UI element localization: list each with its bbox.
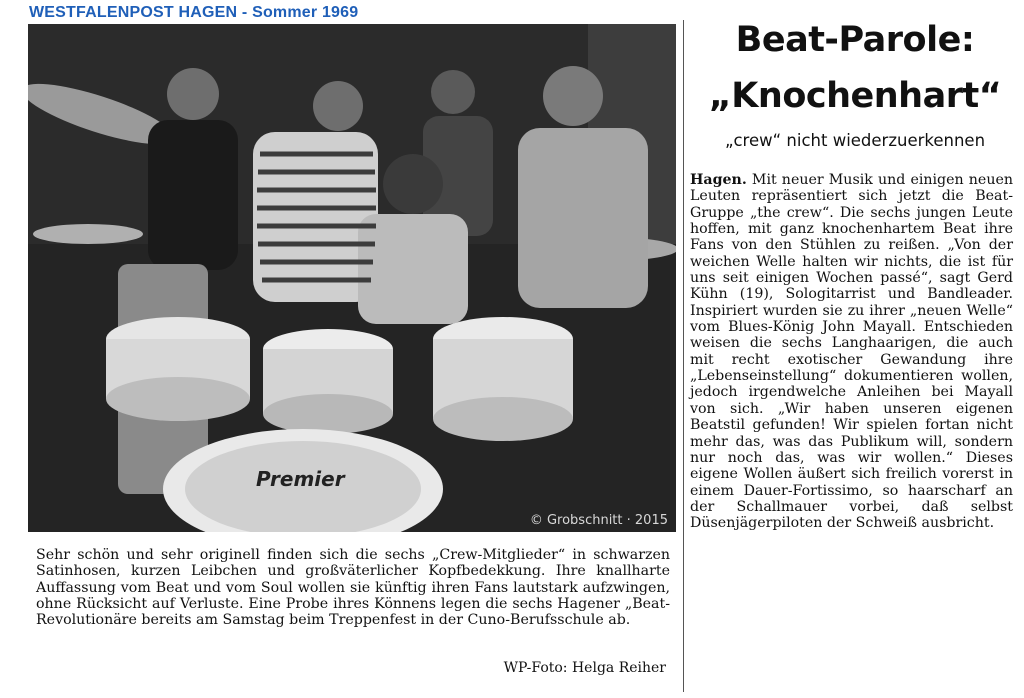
band-photo-illustration (28, 24, 676, 532)
article-body (690, 172, 1013, 532)
photo-credit: WP-Foto: Helga Reiher (503, 660, 666, 676)
article-text: Mit neuer Musik und einigen neuen Leuten repräsentiert sich jetzt die Beat-Gruppe „the crew“. Die sechs jungen Leute hoffen, mit ganz knochenhartem Beat ihre Fans von den Stühlen zu reißen. „Von der weichen Welle halten wir nichts, die ist für uns seit einigen Wochen passé“, sagt Gerd Kühn (19), Sologitarrist und Bandleader. Inspiriert wurden sie zu ihrer „neuen Welle“ vom Blues-König John Mayall. Entschieden weisen die sechs Langhaarigen, die auch mit recht exotischer Gewandung ihre „Lebenseinstellung“ dokumentieren wollen, jedoch irgendwelche Anleihen bei Mayall von sich. „Wir haben unseren eigenen Beatstil gefunden! Wir spielen fortan nicht mehr das, was das Publikum will, sondern nur noch das, was wir wollen.“ Dieses eigene Wollen äußert sich freilich vorerst in einem Dauer-Fortissimo, so haarscharf an der Schallmauer vorbei, daß selbst Düsenjägerpiloten der Schweiß ausbricht. (690, 172, 1013, 532)
drum-logo: Premier (256, 467, 345, 491)
article-dateline: Hagen. (690, 172, 747, 188)
band-photo (28, 24, 676, 532)
copyright-watermark: © Grobschnitt · 2015 (529, 513, 668, 528)
headline-line-2: „Knochenhart“ (708, 76, 1002, 116)
photo-caption: Sehr schön und sehr originell finden sich die sechs „Crew-Mitglieder“ in schwarzen Satinhosen, kurzen Leibchen und großväterlicher Kopfbedekkung. Ihre knallharte Auffassung vom Beat und vom Soul wollen sie künftig ihren Fans lautstark aufzwingen, ohne Rücksicht auf Verluste. Eine Probe ihres Könnens legen die sechs Hagener „Beat-Revolutionäre bereits am Samstag beim Treppenfest in der Cuno-Berufsschule ab. (36, 547, 670, 629)
column-divider (683, 20, 684, 692)
newspaper-source-label: WESTFALENPOST HAGEN - Sommer 1969 (29, 4, 359, 21)
headline-line-1: Beat-Parole: (735, 20, 975, 60)
subheadline: „crew“ nicht wiederzuerkennen (724, 131, 986, 150)
